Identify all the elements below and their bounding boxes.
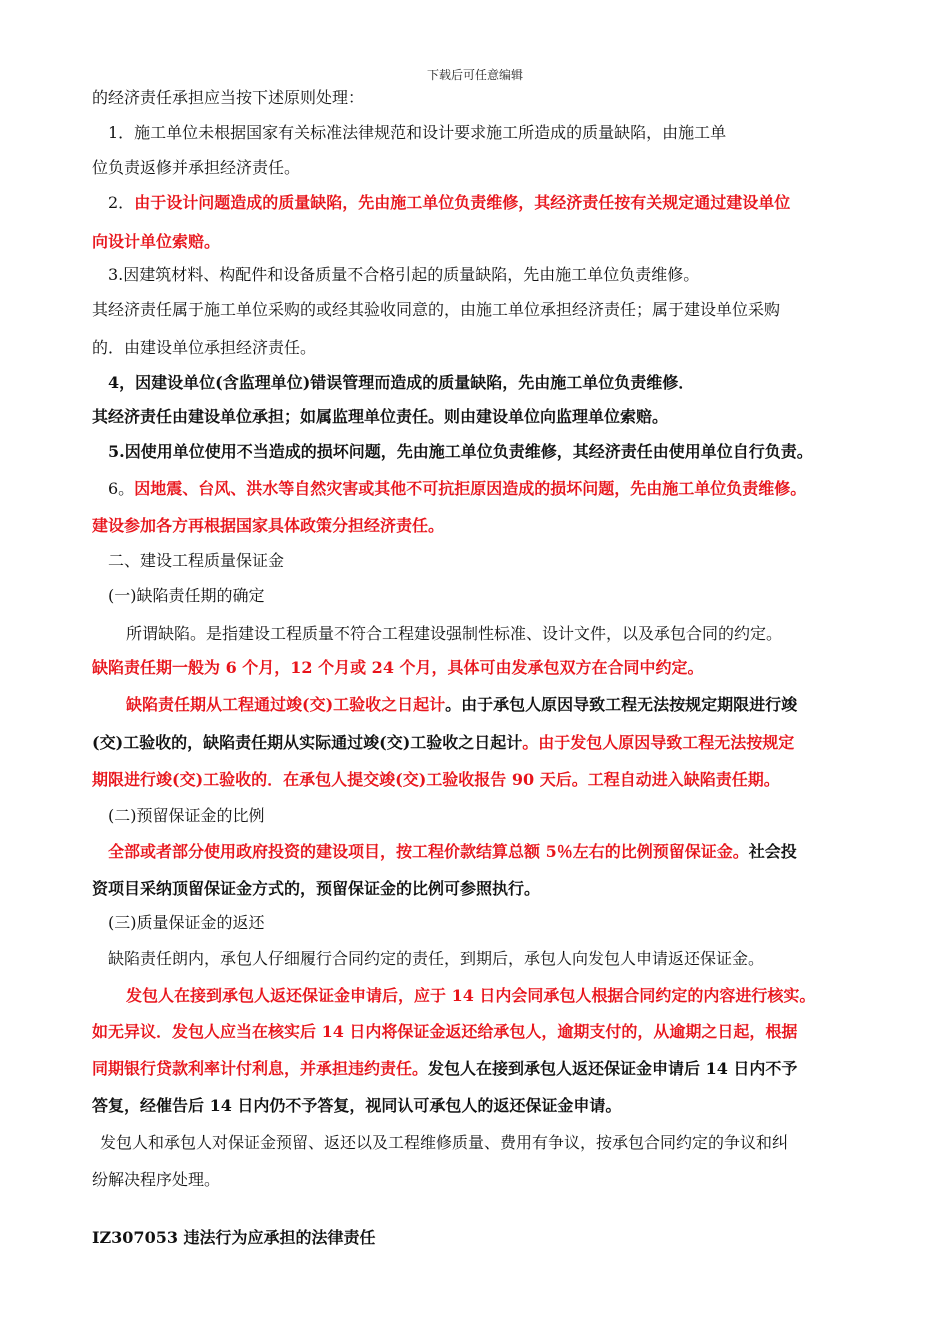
- text-line: 的经济责任承担应当按下述原则处理：: [92, 88, 365, 107]
- text-line: 所谓缺陷。是指建设工程质量不符合工程建设强制性标准、设计文件，以及承包合同的约定。: [126, 624, 783, 643]
- item-number: 2．: [108, 193, 135, 212]
- emphasis-red-line: 建设参加各方再根据国家具体政策分担经济责任。: [92, 516, 445, 535]
- bold-line: 资项目采纳顶留保证金方式的，预留保证金的比例可参照执行。: [92, 879, 541, 898]
- mixed-line: [126, 694, 797, 716]
- subsection-heading: (一)缺陷责任期的确定: [108, 586, 265, 605]
- emphasis-black: 发包人在接到承包人返还保证金申请后 14 日内不予: [428, 1059, 798, 1078]
- subsection-heading: (三)质量保证金的返还: [108, 913, 265, 932]
- text-line: [108, 192, 790, 214]
- emphasis-black: 。由于承包人原因导致工程无法按规定期限进行竣: [445, 695, 798, 714]
- mixed-line: [92, 732, 794, 754]
- emphasis-red-line: 发包人在接到承包人返还保证金申请后，应于 14 日内会同承包人根据合同约定的内容进行核实。: [126, 986, 816, 1005]
- subsection-heading: (二)预留保证金的比例: [108, 806, 265, 825]
- emphasis-black: 社会投: [748, 842, 797, 861]
- emphasis-red: 缺陷责任期从工程通过竣(交)工验收之日起计: [126, 695, 446, 714]
- emphasis-red-line: 期限进行竣(交)工验收的．在承包人提交竣(交)工验收报告 90 天后。工程自动进入缺陷责任期。: [92, 770, 780, 789]
- emphasis-red: 同期银行贷款利率计付利息，并承担违约责任。: [92, 1059, 429, 1078]
- text-line: 3.因建筑材料、构配件和设备质量不合格引起的质量缺陷，先由施工单位负责维修。: [108, 265, 700, 284]
- emphasis-red: 因地震、台风、洪水等自然灾害或其他不可抗拒原因造成的损坏问题，先由施工单位负责维修。: [134, 479, 807, 498]
- emphasis-red: 全部或者部分使用政府投资的建设项目，按工程价款结算总额 5％左右的比例预留保证金。: [108, 842, 749, 861]
- text-line: 缺陷责任朗内，承包人仔细履行合同约定的责任，到期后，承包人向发包人申请返还保证金。: [108, 949, 765, 968]
- item-number: 6。: [108, 479, 135, 498]
- emphasis-red-line: 缺陷责任期一般为 6 个月，12 个月或 24 个月，具体可由发承包双方在合同中约定。: [92, 658, 704, 677]
- mixed-line: [92, 1058, 797, 1080]
- section-heading: 二、建设工程质量保证金: [108, 551, 285, 570]
- emphasis-red-line: 向设计单位索赔。: [92, 232, 221, 251]
- emphasis-red: 。由于发包人原因导致工程无法按规定: [522, 733, 795, 752]
- text-line: [108, 478, 806, 500]
- bold-line: 答复，经催告后 14 日内仍不予答复，视同认可承包人的返还保证金申请。: [92, 1096, 622, 1115]
- text-line: 1．施工单位未根据国家有关标准法律规范和设计要求施工所造成的质量缺陷，由施工单: [108, 123, 727, 142]
- text-line: 纷解决程序处理。: [92, 1170, 221, 1189]
- text-line: 位负责返修并承担经济责任。: [92, 158, 301, 177]
- section-title: IZ307053 违法行为应承担的法律责任: [92, 1228, 376, 1247]
- bold-line: 其经济责任由建设单位承担；如属监理单位责任。则由建设单位向监理单位索赔。: [92, 407, 669, 426]
- text-line: 的．由建设单位承担经济责任。: [92, 338, 317, 357]
- emphasis-red: 由于设计问题造成的质量缺陷，先由施工单位负责维修，其经济责任按有关规定通过建设单位: [134, 193, 791, 212]
- text-line: 发包人和承包人对保证金预留、返还以及工程维修质量、费用有争议，按承包合同约定的争议和纠: [100, 1133, 789, 1152]
- bold-line: 4，因建设单位(含监理单位)错误管理而造成的质量缺陷，先由施工单位负责维修．: [108, 373, 695, 392]
- bold-line: 5.因使用单位使用不当造成的损坏问题，先由施工单位负责维修，其经济责任由使用单位自行负责。: [108, 442, 813, 461]
- text-line: 其经济责任属于施工单位采购的或经其验收同意的，由施工单位承担经济责任；属于建设单位采购: [92, 300, 781, 319]
- page-header: 下载后可任意编辑: [426, 68, 523, 82]
- emphasis-black: (交)工验收的，缺陷责任期从实际通过竣(交)工验收之日起计: [92, 733, 523, 752]
- emphasis-red-line: 如无异议．发包人应当在核实后 14 日内将保证金返还给承包人，逾期支付的，从逾期之日起，根据: [92, 1022, 798, 1041]
- mixed-line: [108, 841, 797, 863]
